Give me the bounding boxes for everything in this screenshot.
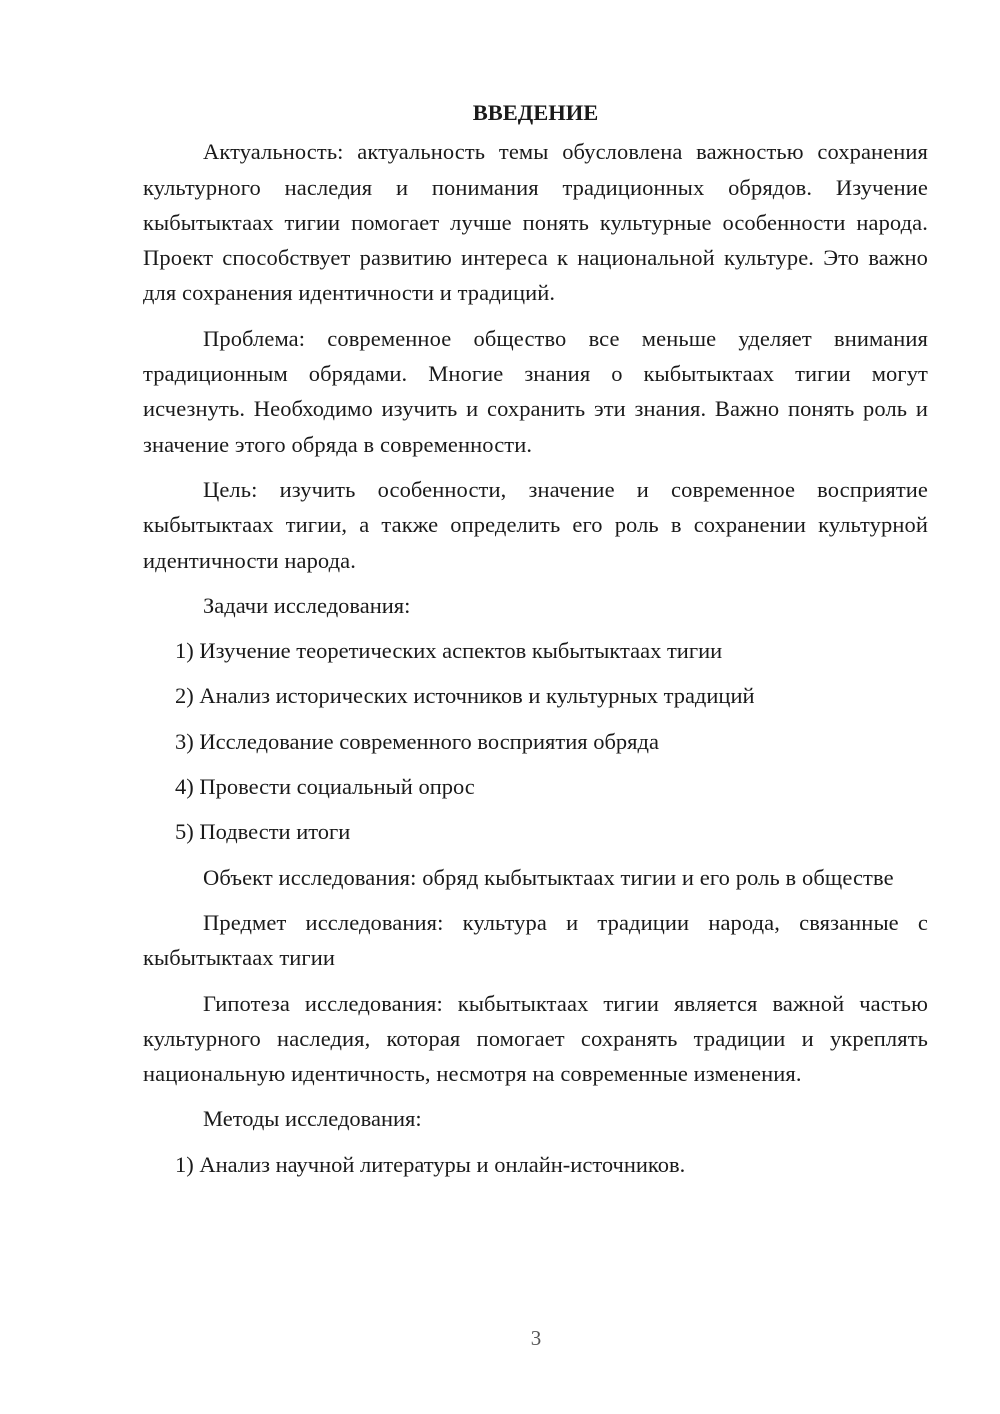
list-item: 2) Анализ исторических источников и культурных традиций bbox=[175, 683, 755, 709]
goal-paragraph: Цель: изучить особенности, значение и современное восприятие кыбытыктаах тигии, а также определить его роль в сохранении культурной идентичности народа. bbox=[143, 476, 928, 573]
list-item: 1) Изучение теоретических аспектов кыбытыктаах тигии bbox=[175, 638, 723, 664]
document-page bbox=[143, 95, 928, 1192]
methods-list bbox=[143, 1147, 928, 1182]
list-item: 1) Анализ научной литературы и онлайн-источников. bbox=[175, 1151, 686, 1177]
tasks-list bbox=[143, 633, 928, 849]
page-number: 3 bbox=[530, 1326, 542, 1350]
tasks-heading: Задачи исследования: bbox=[203, 592, 411, 618]
object-paragraph: Объект исследования: обряд кыбытыктаах тигии и его роль в обществе bbox=[203, 864, 894, 890]
subject-paragraph: Предмет исследования: культура и традиции народа, связанные с кыбытыктаах тигии bbox=[143, 909, 928, 971]
methods-heading: Методы исследования: bbox=[203, 1106, 422, 1132]
problem-paragraph: Проблема: современное общество все меньше уделяет внимания традиционным обрядами. Многие знания о кыбытыктаах тигии могут исчезнуть. Необходимо изучить и сохранить эти знания. Важно понять роль и значение этого обряда в современности. bbox=[143, 325, 928, 457]
hypothesis-paragraph: Гипотеза исследования: кыбытыктаах тигии является важной частью культурного наследия, которая помогает сохранять традиции и укреплять национальную идентичность, несмотря на современные изменения. bbox=[143, 990, 928, 1087]
list-item: 4) Провести социальный опрос bbox=[175, 774, 475, 800]
list-item: 5) Подвести итоги bbox=[175, 819, 351, 845]
list-item: 3) Исследование современного восприятия обряда bbox=[175, 728, 659, 754]
section-title: ВВЕДЕНИЕ bbox=[472, 100, 599, 125]
relevance-paragraph: Актуальность: актуальность темы обусловлена важностью сохранения культурного наследия и понимания традиционных обрядов. Изучение кыбытыктаах тигии помогает лучше понять культурные особенности народа. Проект способствует развитию интереса к национальной культуре. Это важно для сохранения идентичности и традиций. bbox=[143, 139, 928, 306]
